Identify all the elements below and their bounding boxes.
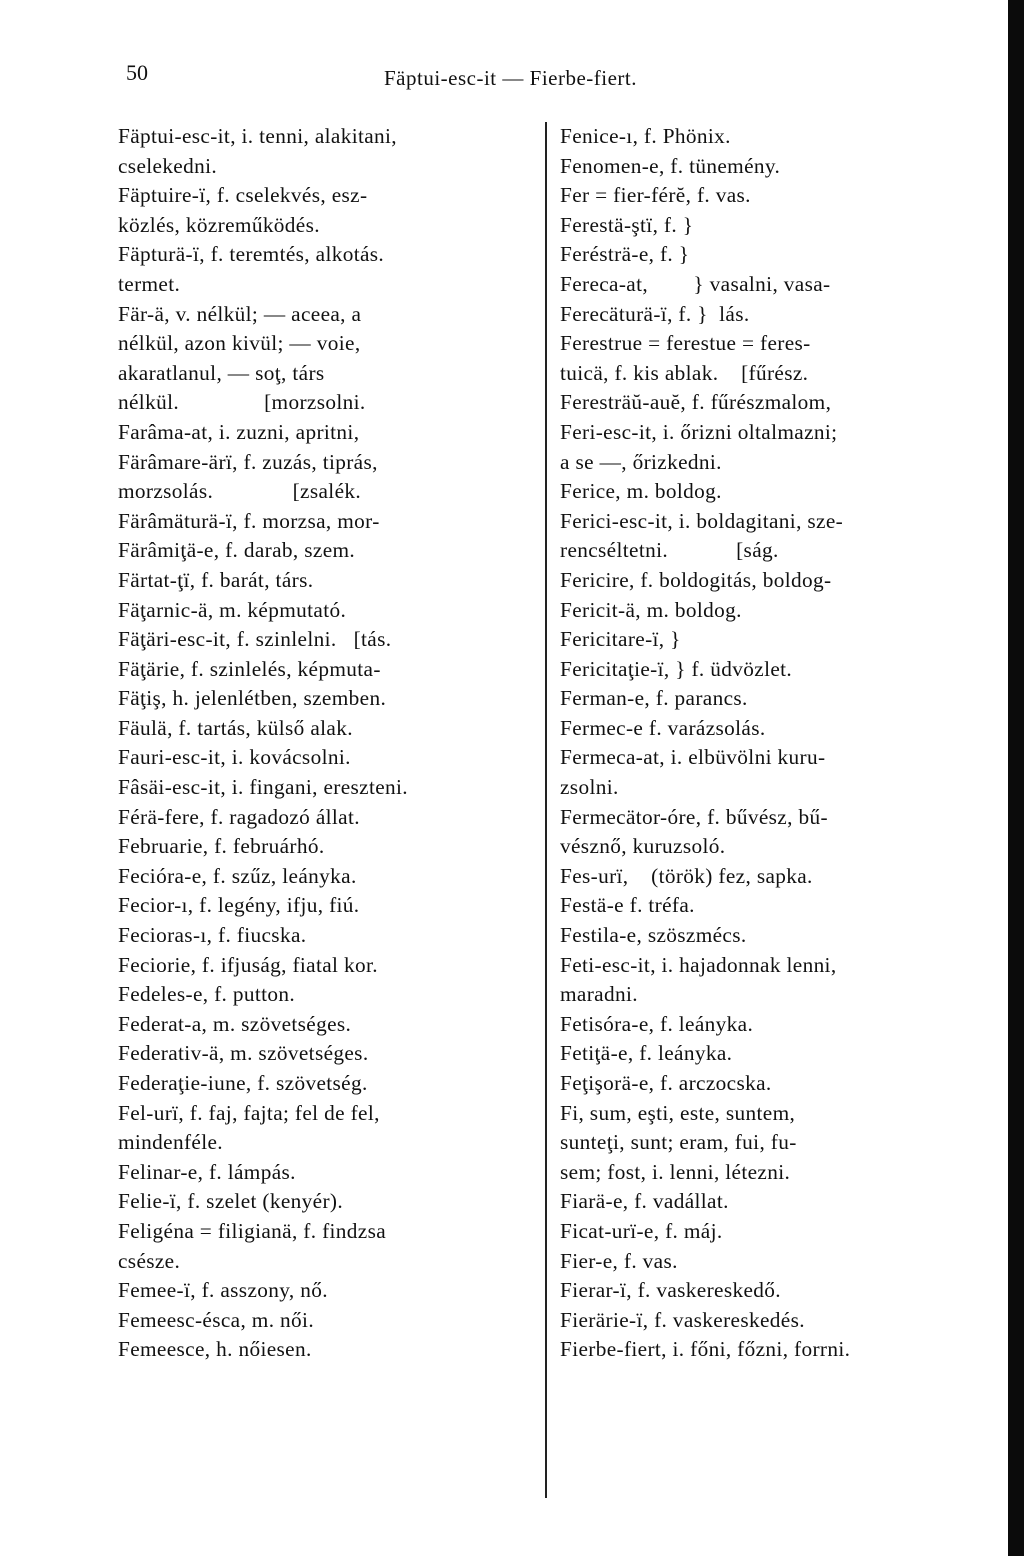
dictionary-line: Feti-esc-it, i. hajadonnak lenni, [560, 952, 837, 977]
dictionary-line: Ficat-urï-e, f. máj. [560, 1218, 723, 1243]
dictionary-line: Fericitare-ï, } [560, 627, 681, 652]
dictionary-line: Fär-ä, v. nélkül; — aceea, a [118, 301, 362, 326]
dictionary-line: sem; fost, i. lenni, létezni. [560, 1159, 791, 1184]
dictionary-line: Fenomen-e, f. tünemény. [560, 153, 781, 178]
dictionary-line: sunteţi, sunt; eram, fui, fu- [560, 1130, 797, 1155]
dictionary-line: nélkül. [morzsolni. [118, 390, 366, 415]
dictionary-line: Femeesce, h. nőiesen. [118, 1337, 312, 1362]
dictionary-line: Fiarä-e, f. vadállat. [560, 1189, 729, 1214]
dictionary-line: Felie-ï, f. szelet (kenyér). [118, 1189, 344, 1214]
dictionary-line: Feri-esc-it, i. őrizni oltalmazni; [560, 419, 838, 444]
dictionary-line: Fäţäri-esc-it, f. szinlelni. [tás. [118, 627, 392, 652]
column-divider [545, 122, 547, 1498]
dictionary-line: Fedeles-e, f. putton. [118, 982, 296, 1007]
dictionary-line: Fäpturä-ï, f. teremtés, alkotás. [118, 242, 385, 267]
dictionary-line: Fermec-e f. varázsolás. [560, 715, 766, 740]
dictionary-line: Ferestä-ştï, f. } [560, 212, 694, 237]
page-number: 50 [126, 60, 148, 85]
dictionary-line: Fecior-ı, f. legény, ifju, fiú. [118, 893, 360, 918]
left-column [118, 122, 536, 1365]
dictionary-line: nélkül, azon kivül; — voie, [118, 331, 361, 356]
dictionary-line: Fi, sum, eşti, este, suntem, [560, 1100, 796, 1125]
dictionary-line: Ferestrue = ferestue = feres- [560, 331, 811, 356]
dictionary-line: akaratlanul, — soţ, társ [118, 360, 325, 385]
dictionary-line: morzsolás. [zsalék. [118, 479, 362, 504]
dictionary-line: tuicä, f. kis ablak. [fűrész. [560, 360, 809, 385]
dictionary-line: Fetisóra-e, f. leányka. [560, 1011, 754, 1036]
dictionary-line: Femee-ï, f. asszony, nő. [118, 1278, 328, 1303]
dictionary-line: Fâsäi-esc-it, i. fingani, ereszteni. [118, 775, 408, 800]
dictionary-line: Femeesc-ésca, m. női. [118, 1307, 314, 1332]
dictionary-line: Fenice-ı, f. Phönix. [560, 124, 731, 148]
dictionary-line: Fäptuire-ï, f. cselekvés, esz- [118, 183, 368, 208]
dictionary-line: Federaţie-iune, f. szövetség. [118, 1071, 368, 1095]
dictionary-line: Fetiţä-e, f. leányka. [560, 1041, 733, 1066]
dictionary-line: Fermecätor-óre, f. bűvész, bű- [560, 804, 828, 829]
dictionary-line: maradni. [560, 982, 638, 1007]
dictionary-line: Fericire, f. boldogitás, boldog- [560, 567, 832, 592]
scan-edge-bar [1008, 0, 1024, 1556]
right-column [560, 122, 968, 1365]
dictionary-line: Fäţiş, h. jelenlétben, szemben. [118, 686, 387, 711]
dictionary-line: Färtat-ţï, f. barát, társ. [118, 567, 314, 592]
dictionary-line: Ferice, m. boldog. [560, 479, 722, 504]
dictionary-line: vésznő, kuruzsoló. [560, 834, 726, 859]
dictionary-line: Fauri-esc-it, i. kovácsolni. [118, 745, 351, 770]
dictionary-line: cselekedni. [118, 153, 218, 178]
dictionary-line: Farâma-at, i. zuzni, apritni, [118, 419, 360, 444]
dictionary-line: Färâmare-ärï, f. zuzás, tiprás, [118, 449, 378, 474]
dictionary-line: Fereca-at, } vasalni, vasa- [560, 271, 831, 296]
dictionary-line: Feciorie, f. ifjuság, fiatal kor. [118, 952, 378, 977]
dictionary-line: Februarie, f. februárhó. [118, 834, 325, 859]
dictionary-line: Feligéna = filigianä, f. findzsa [118, 1218, 387, 1243]
dictionary-line: Feţişorä-e, f. arczocska. [560, 1071, 772, 1095]
dictionary-line: Fierbe-fiert, i. főni, főzni, forrni. [560, 1337, 851, 1362]
dictionary-line: Ferici-esc-it, i. boldagitani, sze- [560, 508, 844, 533]
dictionary-line: csésze. [118, 1248, 181, 1273]
dictionary-line: Festila-e, szöszmécs. [560, 923, 747, 948]
running-head: Fäptui-esc-it — Fierbe-fiert. [384, 66, 638, 90]
dictionary-line: Felinar-e, f. lámpás. [118, 1159, 296, 1184]
dictionary-line: mindenféle. [118, 1130, 223, 1155]
dictionary-line: Fermeca-at, i. elbüvölni kuru- [560, 745, 826, 770]
dictionary-line: rencséltetni. [ság. [560, 538, 779, 563]
dictionary-line: Fäptui-esc-it, i. tenni, alakitani, [118, 124, 397, 148]
dictionary-line: Feresträŭ-auĕ, f. fűrészmalom, [560, 390, 832, 415]
dictionary-line: Ferman-e, f. parancs. [560, 686, 748, 711]
dictionary-line: közlés, közreműködés. [118, 212, 320, 237]
page-edge-gap [1000, 0, 1008, 1556]
dictionary-line: a se —, őrizkedni. [560, 449, 722, 474]
dictionary-line: Färâmäturä-ï, f. morzsa, mor- [118, 508, 380, 533]
dictionary-line: Fecióra-e, f. szűz, leányka. [118, 863, 357, 888]
dictionary-line: Fierärie-ï, f. vaskereskedés. [560, 1307, 805, 1332]
dictionary-line: Fäţarnic-ä, m. képmutató. [118, 597, 347, 622]
dictionary-line: Fierar-ï, f. vaskereskedő. [560, 1278, 781, 1303]
dictionary-line: Federativ-ä, m. szövetséges. [118, 1041, 369, 1066]
dictionary-line: Fäulä, f. tartás, külső alak. [118, 715, 353, 740]
dictionary-line: Fericit-ä, m. boldog. [560, 597, 742, 622]
dictionary-line: Fericitaţie-ï, } f. üdvözlet. [560, 656, 793, 681]
dictionary-line: Fes-urï, (török) fez, sapka. [560, 863, 813, 888]
dictionary-line: Fer = fier-férĕ, f. vas. [560, 183, 751, 208]
dictionary-line: Fecioras-ı, f. fiucska. [118, 923, 307, 948]
dictionary-line: Fel-urï, f. faj, fajta; fel de fel, [118, 1100, 380, 1125]
dictionary-line: Fäţärie, f. szinlelés, képmuta- [118, 656, 381, 681]
dictionary-line: termet. [118, 271, 181, 296]
dictionary-line: Ferésträ-e, f. } [560, 242, 690, 267]
dictionary-line: Färâmiţä-e, f. darab, szem. [118, 538, 356, 563]
dictionary-line: zsolni. [560, 775, 619, 800]
dictionary-line: Fier-e, f. vas. [560, 1248, 678, 1273]
dictionary-line: Ferecäturä-ï, f. } lás. [560, 301, 750, 326]
dictionary-line: Férä-fere, f. ragadozó állat. [118, 804, 360, 829]
dictionary-line: Festä-e f. tréfa. [560, 893, 695, 918]
dictionary-line: Federat-a, m. szövetséges. [118, 1011, 352, 1036]
